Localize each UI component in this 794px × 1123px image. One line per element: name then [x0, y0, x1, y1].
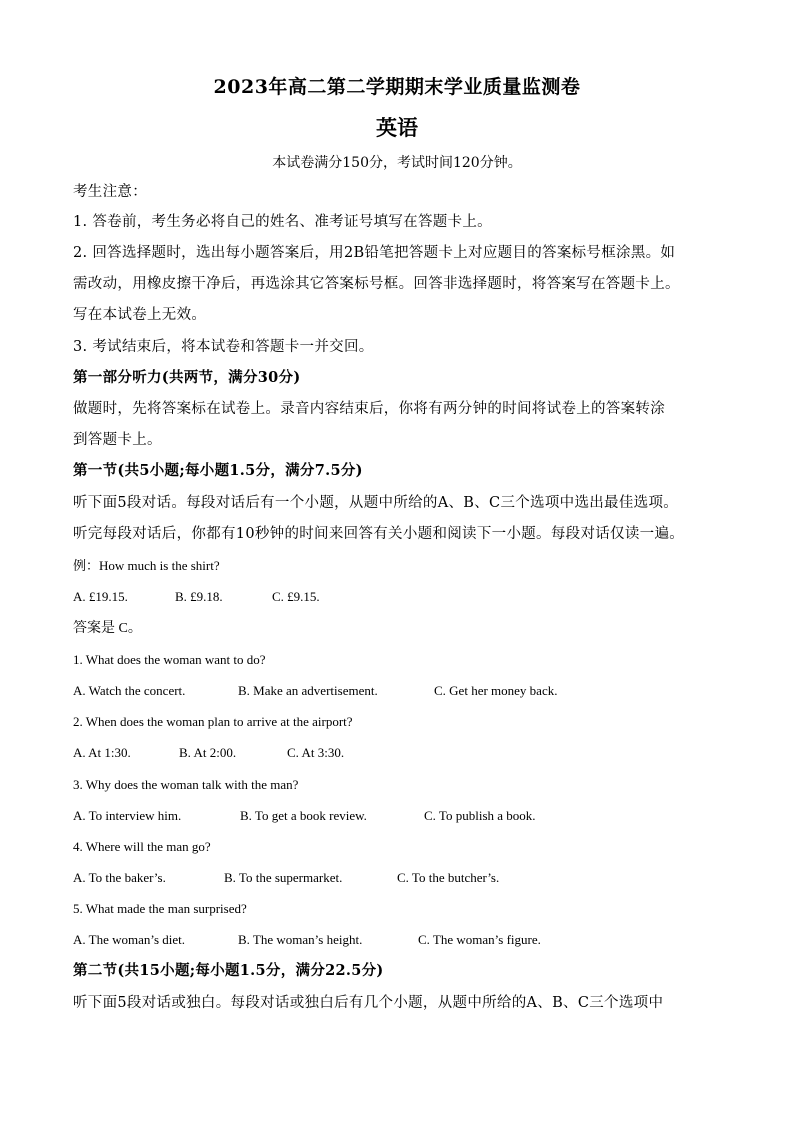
example-question: 例：How much is the shirt?	[73, 558, 220, 573]
part1-intro-line-1: 做题时，先将答案标在试卷上。录音内容结束后，你将有两分钟的时间将试卷上的答案转涂	[73, 401, 665, 417]
notice-heading: 考生注意：	[73, 184, 147, 200]
question-1-option-a: A. Watch the concert.	[73, 683, 186, 698]
question-2-option-a: A. At 1:30.	[73, 745, 131, 760]
subject-title: 英语	[376, 115, 418, 140]
question-3: 3. Why does the woman talk with the man?	[73, 777, 299, 792]
question-4: 4. Where will the man go?	[73, 839, 211, 854]
example-option-a: A. £19.15.	[73, 589, 128, 604]
question-5-option-c: C. The woman’s figure.	[418, 932, 541, 947]
question-2: 2. When does the woman plan to arrive at the airport?	[73, 714, 353, 729]
exam-meta: 本试卷满分150分，考试时间120分钟。	[272, 155, 522, 171]
question-1: 1. What does the woman want to do?	[73, 652, 266, 667]
question-2-option-b: B. At 2:00.	[179, 745, 237, 760]
section1-intro-line-1: 听下面5段对话。每段对话后有一个小题，从题中所给的A、B、C三个选项中选出最佳选项。	[73, 495, 679, 511]
question-3-option-a: A. To interview him.	[73, 808, 182, 823]
question-5-option-a: A. The woman’s diet.	[73, 932, 186, 947]
example-answer: 答案是 C。	[73, 621, 142, 636]
question-4-option-b: B. To the supermarket.	[224, 870, 343, 885]
notice-item-2-line-3: 写在本试卷上无效。	[73, 307, 207, 323]
question-3-option-b: B. To get a book review.	[240, 808, 367, 823]
question-4-option-a: A. To the baker’s.	[73, 870, 166, 885]
section1-heading: 第一节(共5小题;每小题1.5分，满分7.5分)	[73, 462, 363, 479]
notice-item-3: 3. 考试结束后，将本试卷和答题卡一并交回。	[73, 339, 374, 355]
question-5: 5. What made the man surprised?	[73, 901, 247, 916]
question-1-option-c: C. Get her money back.	[434, 683, 558, 698]
example-option-b: B. £9.18.	[175, 589, 223, 604]
notice-item-2-line-2: 需改动，用橡皮擦干净后，再选涂其它答案标号框。回答非选择题时，将答案写在答题卡上。	[73, 276, 680, 292]
question-4-option-c: C. To the butcher’s.	[397, 870, 500, 885]
section2-heading: 第二节(共15小题;每小题1.5分，满分22.5分)	[73, 962, 384, 979]
notice-item-1: 1. 答卷前，考生务必将自己的姓名、准考证号填写在答题卡上。	[73, 214, 492, 230]
section2-intro-line-1: 听下面5段对话或独白。每段对话或独白后有几个小题，从题中所给的A、B、C三个选项中	[73, 995, 664, 1011]
example-option-c: C. £9.15.	[272, 589, 320, 604]
section1-intro-line-2: 听完每段对话后，你都有10秒钟的时间来回答有关小题和阅读下一小题。每段对话仅读一遍。	[73, 526, 685, 542]
notice-item-2-line-1: 2. 回答选择题时，选出每小题答案后，用2B铅笔把答题卡上对应题目的答案标号框涂黑。如	[73, 245, 676, 261]
part1-heading: 第一部分听力(共两节，满分30分)	[73, 369, 301, 386]
question-3-option-c: C. To publish a book.	[424, 808, 536, 823]
question-1-option-b: B. Make an advertisement.	[238, 683, 378, 698]
question-5-option-b: B. The woman’s height.	[238, 932, 363, 947]
question-2-option-c: C. At 3:30.	[287, 745, 345, 760]
exam-title: 2023年高二第二学期期末学业质量监测卷	[213, 76, 581, 98]
part1-intro-line-2: 到答题卡上。	[73, 432, 162, 448]
